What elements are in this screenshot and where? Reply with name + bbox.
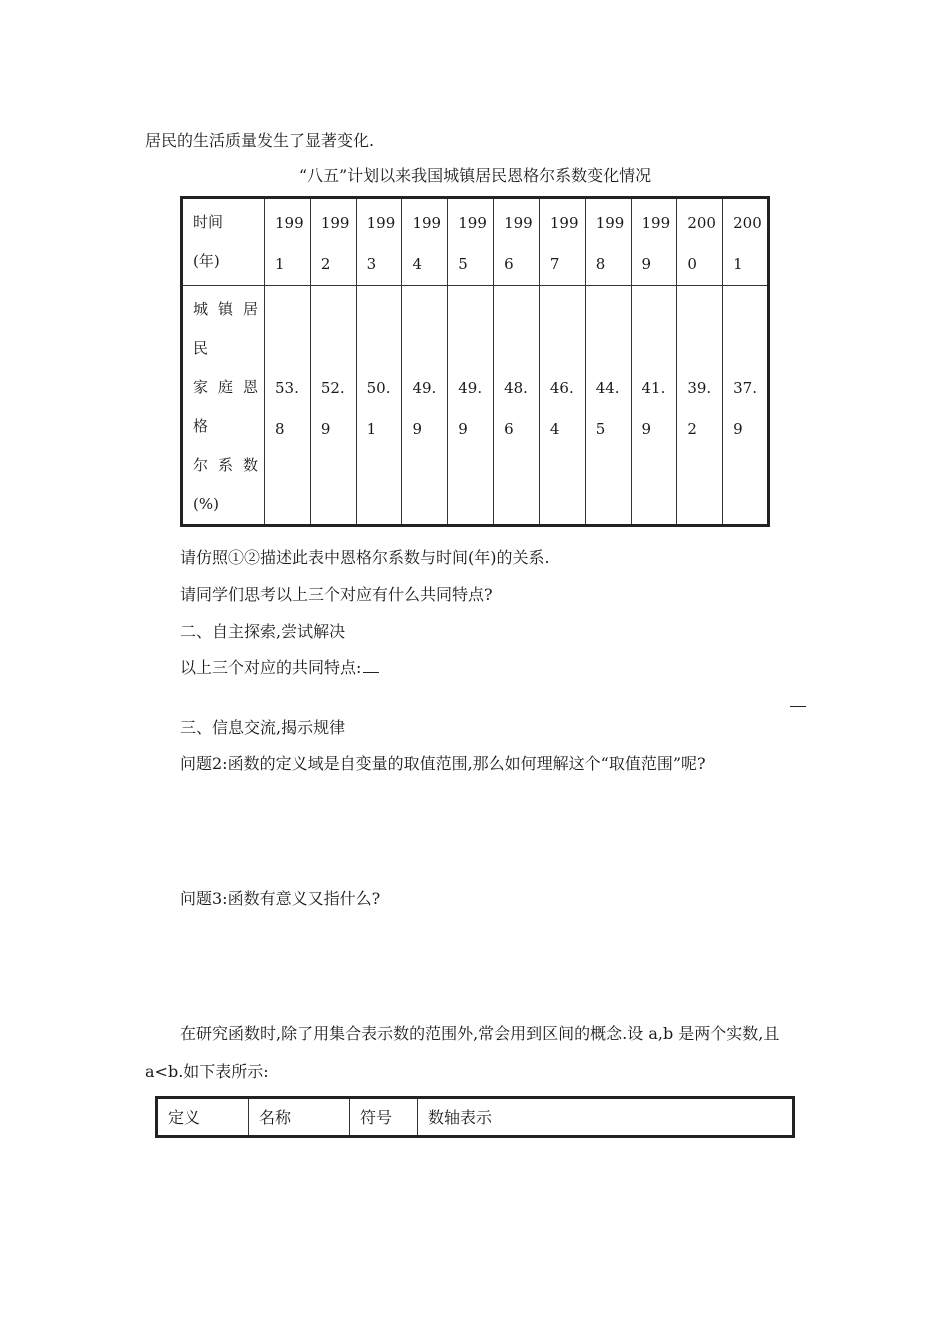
- year-cell: 199 1: [265, 198, 311, 286]
- header-definition: 定义: [157, 1098, 249, 1137]
- table-row: [182, 286, 769, 526]
- section-heading-2: 二、自主探索,尝试解决: [180, 622, 346, 641]
- year-cell: 199 3: [356, 198, 402, 286]
- answer-blank-line: [790, 692, 806, 707]
- intro-paragraph: 居民的生活质量发生了显著变化.: [145, 131, 375, 150]
- value-cell: 48. 6: [494, 286, 540, 526]
- common-features-prompt: 以上三个对应的共同特点:: [180, 655, 379, 678]
- value-cell: 44. 5: [585, 286, 631, 526]
- table-row: [182, 198, 769, 286]
- year-cell: 199 9: [631, 198, 677, 286]
- year-cell: 199 4: [402, 198, 448, 286]
- year-cell: 200 0: [677, 198, 723, 286]
- value-cell: 41. 9: [631, 286, 677, 526]
- year-cell: 199 5: [448, 198, 494, 286]
- describe-instruction: 请仿照①②描述此表中恩格尔系数与时间(年)的关系.: [180, 548, 550, 567]
- value-cell: 46. 4: [539, 286, 585, 526]
- value-cell: 53. 8: [265, 286, 311, 526]
- year-cell: 199 2: [310, 198, 356, 286]
- value-cell: 37. 9: [723, 286, 769, 526]
- year-cell: 199 7: [539, 198, 585, 286]
- value-cell: 49. 9: [402, 286, 448, 526]
- interval-intro: 在研究函数时,除了用集合表示数的范围外,常会用到区间的概念.设 a,b 是两个实数,且: [180, 1024, 780, 1043]
- interval-table: [155, 1096, 795, 1138]
- value-cell: 50. 1: [356, 286, 402, 526]
- row-header-engel: 城镇居 民 家庭恩 格 尔系数 (%): [193, 300, 258, 513]
- header-number-line: 数轴表示: [418, 1098, 794, 1137]
- question-3: 问题3:函数有意义又指什么?: [180, 889, 381, 908]
- year-cell: 200 1: [723, 198, 769, 286]
- value-cell: 49. 9: [448, 286, 494, 526]
- table-caption: “八五”计划以来我国城镇居民恩格尔系数变化情况: [298, 166, 652, 185]
- header-symbol: 符号: [350, 1098, 418, 1137]
- year-cell: 199 8: [585, 198, 631, 286]
- answer-blank: [363, 658, 379, 673]
- interval-intro-continued: a<b.如下表所示:: [145, 1062, 269, 1081]
- table-row: [157, 1098, 794, 1137]
- value-cell: 52. 9: [310, 286, 356, 526]
- think-question: 请同学们思考以上三个对应有什么共同特点?: [180, 585, 493, 604]
- value-cell: 39. 2: [677, 286, 723, 526]
- row-header-year: 时间 (年): [193, 213, 224, 270]
- year-cell: 199 6: [494, 198, 540, 286]
- question-2: 问题2:函数的定义域是自变量的取值范围,那么如何理解这个“取值范围”呢?: [180, 754, 706, 773]
- section-heading-3: 三、信息交流,揭示规律: [180, 718, 346, 737]
- engel-coefficient-table: [180, 196, 770, 527]
- header-name: 名称: [249, 1098, 350, 1137]
